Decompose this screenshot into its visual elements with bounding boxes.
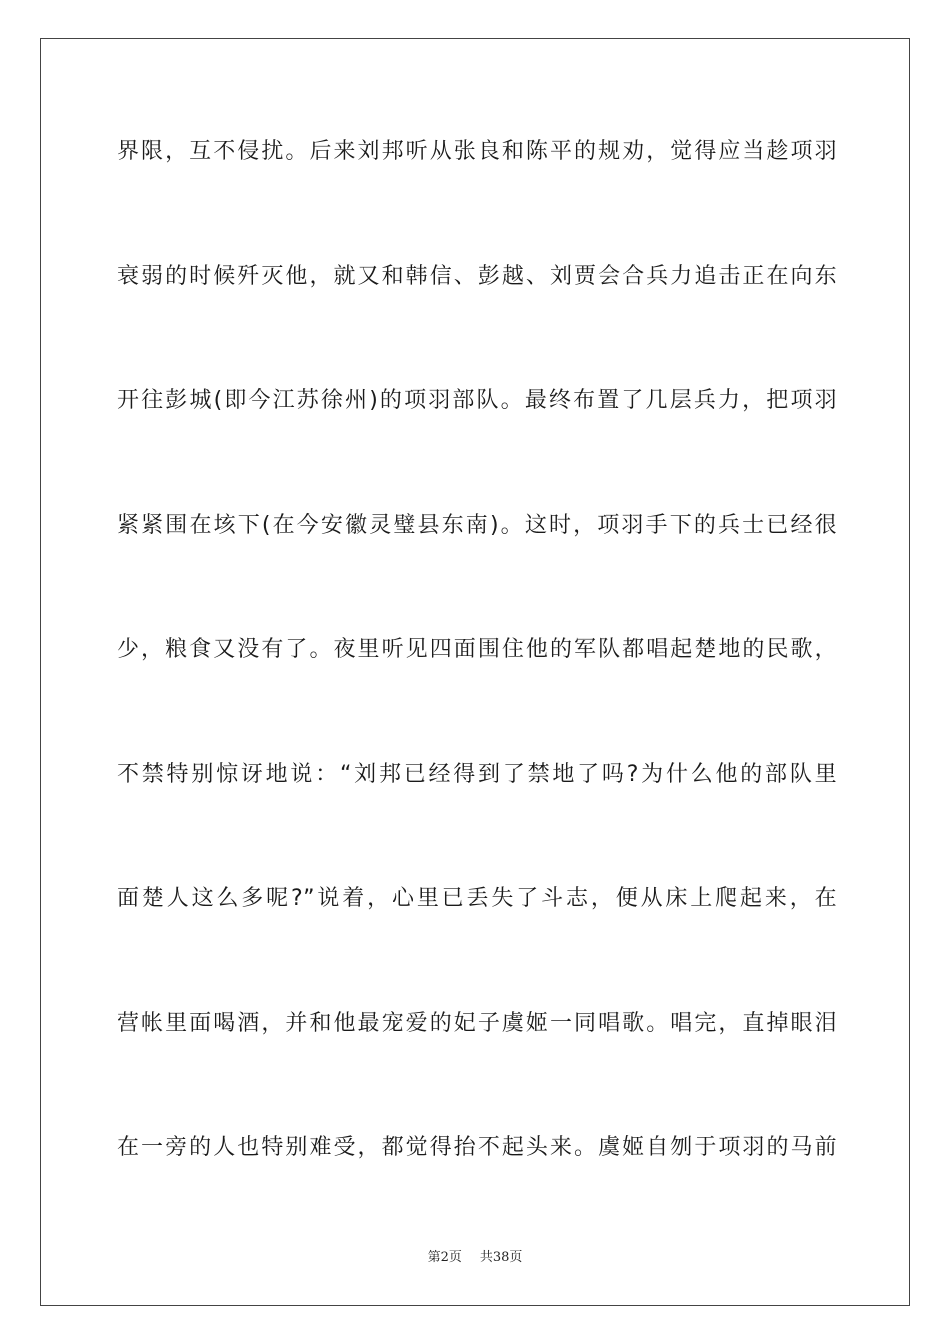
total-pages: 共38页 bbox=[479, 1250, 523, 1265]
page-footer bbox=[0, 1246, 950, 1265]
document-body bbox=[117, 125, 837, 1246]
text-line: 在一旁的人也特别难受，都觉得抬不起头来。虞姬自刎于项羽的马前 bbox=[117, 1135, 837, 1160]
text-line: 界限，互不侵扰。后来刘邦听从张良和陈平的规劝，觉得应当趁项羽 bbox=[117, 139, 837, 164]
text-line: 营帐里面喝酒，并和他最宠爱的妃子虞姬一同唱歌。唱完，直掉眼泪 bbox=[117, 1010, 837, 1036]
page-number: 第2页 bbox=[427, 1250, 462, 1265]
text-line: 少，粮食又没有了。夜里听见四面围住他的军队都唱起楚地的民歌， bbox=[117, 637, 837, 662]
text-line: 开往彭城(即今江苏徐州)的项羽部队。最终布置了几层兵力，把项羽 bbox=[117, 388, 837, 413]
text-line: 衰弱的时候歼灭他，就又和韩信、彭越、刘贾会合兵力追击正在向东 bbox=[117, 263, 837, 289]
text-line: 紧紧围在垓下(在今安徽灵璧县东南)。这时，项羽手下的兵士已经很 bbox=[117, 512, 837, 538]
text-line: 面楚人这么多呢?”说着，心里已丢失了斗志，便从床上爬起来，在 bbox=[117, 886, 837, 911]
text-line: 不禁特别惊讶地说：“刘邦已经得到了禁地了吗?为什么他的部队里 bbox=[117, 761, 837, 787]
